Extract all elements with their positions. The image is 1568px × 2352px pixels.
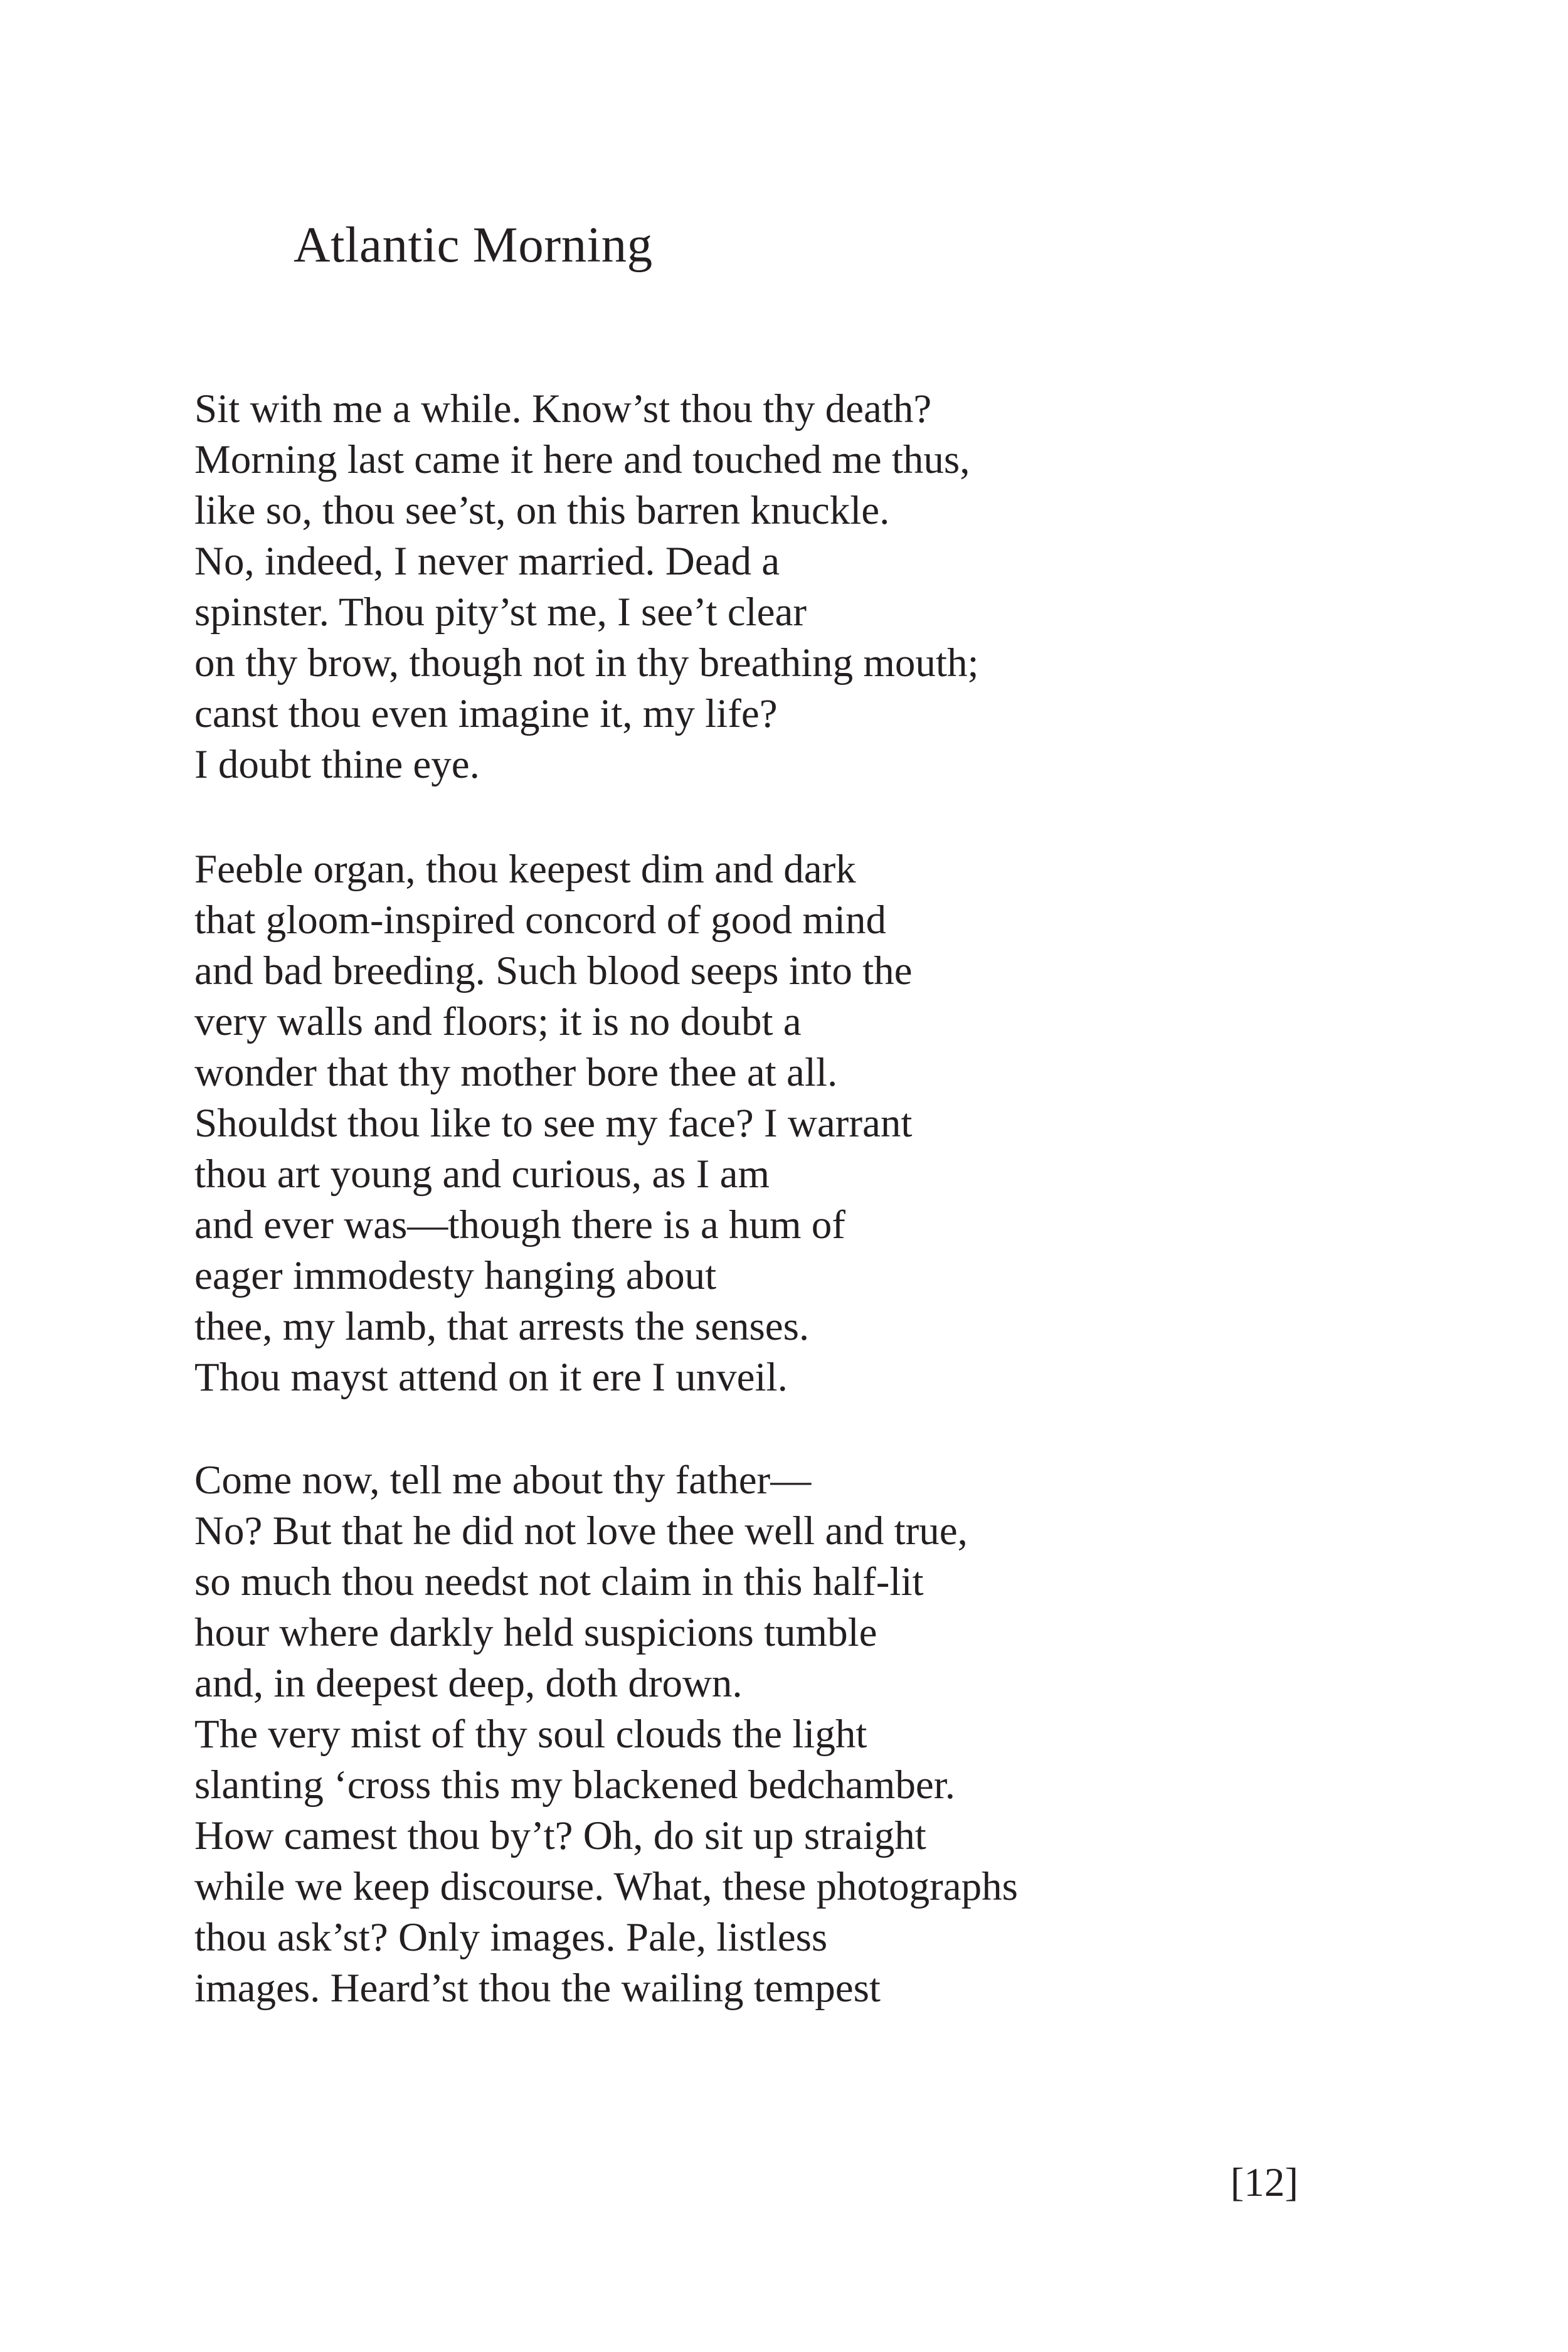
page-number: [12] bbox=[1230, 2160, 1298, 2205]
poem-line: while we keep discourse. What, these photographs bbox=[194, 1864, 1018, 1909]
poem-line: and, in deepest deep, doth drown. bbox=[194, 1661, 743, 1706]
poem-line: Feeble organ, thou keepest dim and dark bbox=[194, 847, 856, 892]
poem-line: wonder that thy mother bore thee at all. bbox=[194, 1050, 838, 1095]
poem-line: Sit with me a while. Know’st thou thy death? bbox=[194, 386, 932, 432]
poem-line: on thy brow, though not in thy breathing mouth; bbox=[194, 640, 979, 686]
poem-line: and bad breeding. Such blood seeps into the bbox=[194, 948, 913, 993]
poem-line: so much thou needst not claim in this half-lit bbox=[194, 1559, 924, 1604]
poem-line: No? But that he did not love thee well and true, bbox=[194, 1508, 968, 1554]
poem-title: Atlantic Morning bbox=[294, 216, 653, 273]
poem-line: spinster. Thou pity’st me, I see’t clear bbox=[194, 590, 807, 635]
poem-line: thou ask’st? Only images. Pale, listless bbox=[194, 1915, 828, 1960]
poem-line: thou art young and curious, as I am bbox=[194, 1152, 770, 1197]
stanza-3 bbox=[194, 1455, 1018, 2014]
poem-line: No, indeed, I never married. Dead a bbox=[194, 539, 780, 584]
poem-line: I doubt thine eye. bbox=[194, 742, 480, 787]
stanza-1 bbox=[194, 384, 979, 790]
poem-line: eager immodesty hanging about bbox=[194, 1253, 717, 1298]
poem-line: like so, thou see’st, on this barren knuckle. bbox=[194, 488, 890, 533]
stanza-2 bbox=[194, 844, 912, 1403]
poem-line: that gloom-inspired concord of good mind bbox=[194, 898, 887, 943]
poem-line: The very mist of thy soul clouds the light bbox=[194, 1712, 867, 1757]
poem-line: How camest thou by’t? Oh, do sit up straight bbox=[194, 1813, 926, 1858]
poem-line: Morning last came it here and touched me thus, bbox=[194, 437, 970, 482]
poem-line: Thou mayst attend on it ere I unveil. bbox=[194, 1355, 788, 1400]
poem-line: images. Heard’st thou the wailing tempest bbox=[194, 1966, 881, 2011]
poem-line: Come now, tell me about thy father— bbox=[194, 1458, 812, 1503]
poem-line: and ever was—though there is a hum of bbox=[194, 1202, 845, 1248]
poem-line: hour where darkly held suspicions tumble bbox=[194, 1610, 877, 1655]
poem-line: canst thou even imagine it, my life? bbox=[194, 691, 778, 736]
poem-line: slanting ‘cross this my blackened bedchamber. bbox=[194, 1762, 956, 1808]
poem-line: Shouldst thou like to see my face? I warrant bbox=[194, 1101, 913, 1146]
poem-line: very walls and floors; it is no doubt a bbox=[194, 999, 802, 1044]
poem-line: thee, my lamb, that arrests the senses. bbox=[194, 1304, 810, 1349]
